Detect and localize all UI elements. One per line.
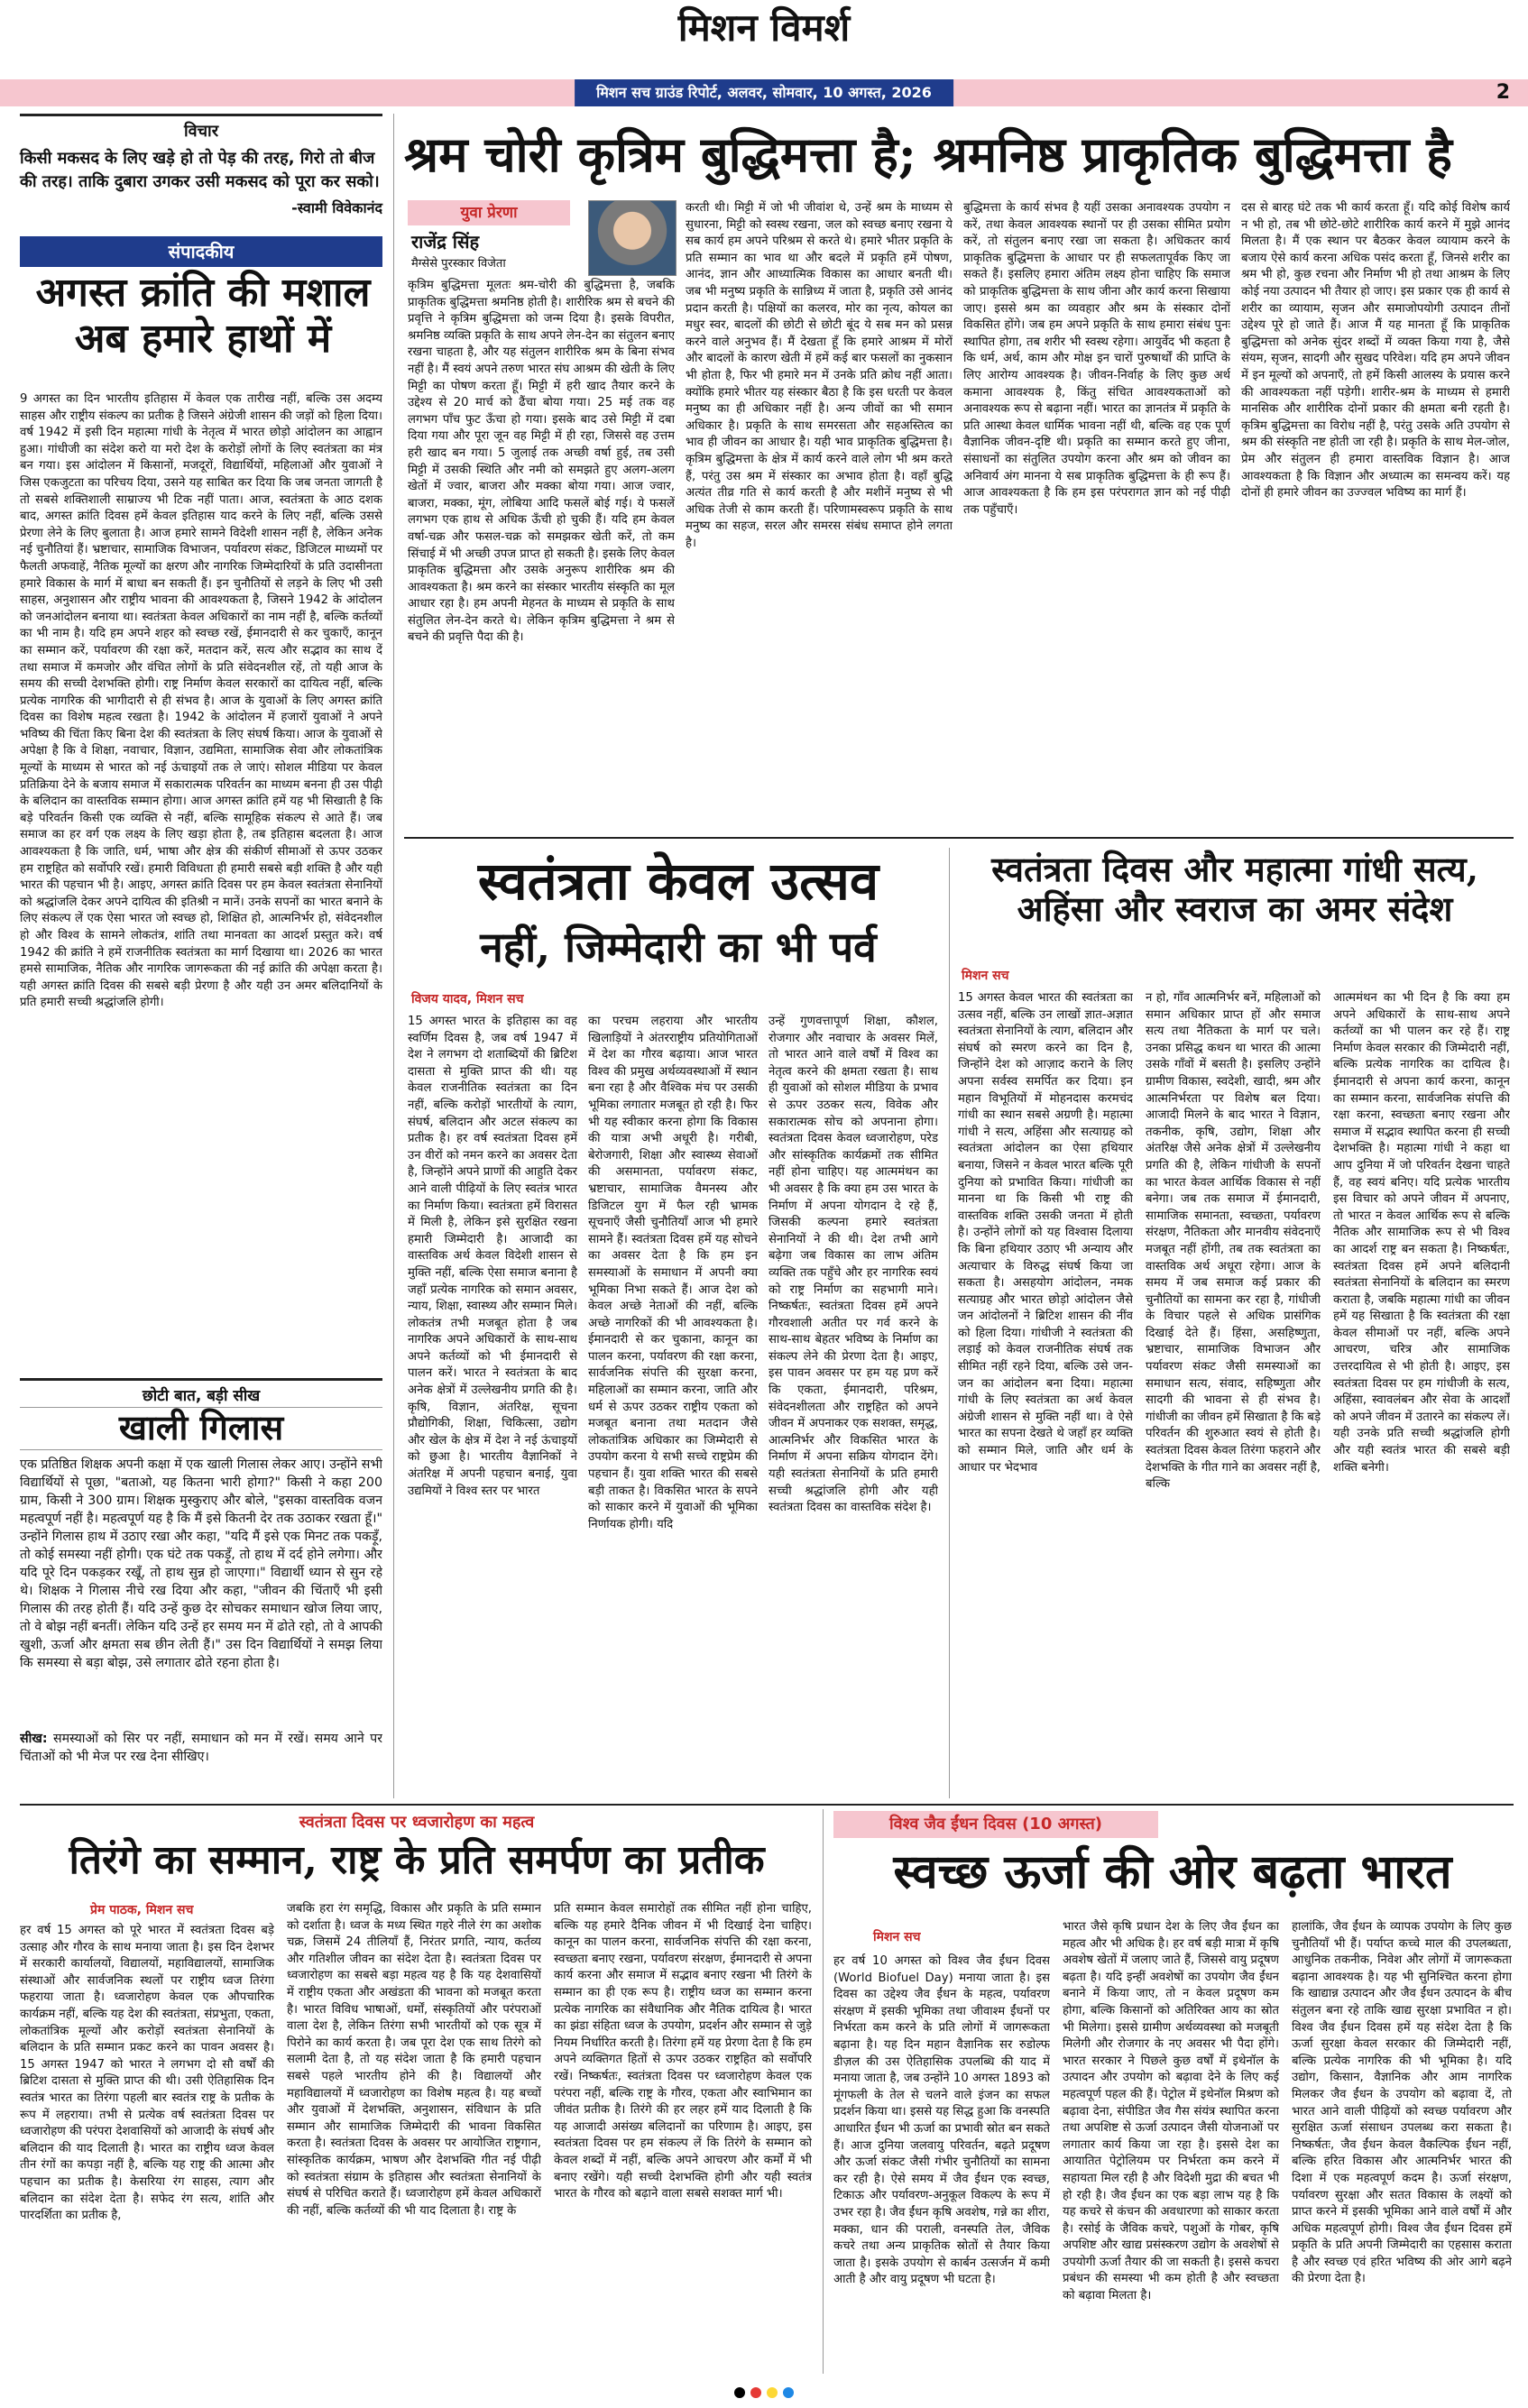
jaiv-byline: मिशन सच: [873, 1930, 921, 1944]
lead-col-2: करती थी। मिट्टी में जो भी जीवांश थे, उन्हें श्रम के माध्यम से सुधारना, मिट्टी को स्वस्थ रखना, जल को स्वच्छ बनाए रखना ये सब कार्य हम अपने परिश्रम से करते थे। हमारे भीतर प्रकृति के प्रति सम्मान का भाव था और बदले में प्रकृति हमें पोषण, आनंद, ज्ञान और आध्यात्मिक विकास का आधार बनती थी। जब भी मनुष्य प्रकृति के सान्निध्य में जाता है, प्रकृति उसे आनंद प्रदान करती है। पक्षियों का कलरव, मोर का नृत्य, कोयल का मधुर स्वर, बादलों की छोटी से छोटी बूंद ये सब मन को प्रसन्न करने वाले अनुभव हैं। मैं देखता हूँ कि हमारे आश्रम में मोरों और बादलों के कारण खेती में हमें कई बार फसलों का नुकसान भी होता है, फिर भी हमारे मन में उनके प्रति क्रोध नहीं आता। क्योंकि हमारे भीतर यह संस्कार बैठा है कि इस धरती पर केवल मनुष्य का ही अधिकार नहीं है। अन्य जीवों का भी समान अधिकार है। प्रकृति के साथ समरसता और सहअस्तित्व का भाव ही जीवन का आधार है। यही भाव प्राकृतिक बुद्धिमत्ता है। कृत्रिम बुद्धिमत्ता के क्षेत्र में कार्य करने वाले लोग भी श्रम करते हैं, परंतु उस श्रम में संस्कार का अभाव होता है। वहाँ बुद्धि अत्यंत तीव्र गति से कार्य करती है और मशीनें मनुष्य से भी अधिक तेजी से काम करती हैं। परिणामस्वरूप प्रकृति के साथ मनुष्य का सहज, सरल और समरस संबंध समाप्त होने लगता है।: [686, 201, 953, 550]
jaiv-col-2: भारत जैसे कृषि प्रधान देश के लिए जैव ईंधन का महत्व और भी अधिक है। हर वर्ष बड़ी मात्रा में कृषि अवशेष खेतों में जलाए जाते हैं, जिससे वायु प्रदूषण बढ़ता है। यदि इन्हीं अवशेषों का उपयोग जैव ईंधन बनाने में किया जाए, तो न केवल प्रदूषण कम होगा, बल्कि किसानों को अतिरिक्त आय का स्रोत भी मिलेगा। इससे ग्रामीण अर्थव्यवस्था को मजबूती मिलेगी और रोजगार के नए अवसर भी पैदा होंगे। भारत सरकार ने पिछले कुछ वर्षों में इथेनॉल के उत्पादन और उपयोग को बढ़ावा देने के लिए कई महत्वपूर्ण पहल की हैं। पेट्रोल में इथेनॉल मिश्रण को बढ़ावा देना, संपीडित जैव गैस संयंत्र स्थापित करना तथा अपशिष्ट से ऊर्जा उत्पादन जैसी योजनाओं पर लगातार कार्य किया जा रहा है। इससे देश का आयातित पेट्रोलियम पर निर्भरता कम करने में सहायता मिल रही है और विदेशी मुद्रा की बचत भी हो रही है। जैव ईंधन का एक बड़ा लाभ यह है कि यह कचरे से कंचन की अवधारणा को साकार करता है। रसोई के जैविक कचरे, पशुओं के गोबर, कृषि अपशिष्ट और खाद्य प्रसंस्करण उद्योग के अवशेषों से उपयोगी ऊर्जा तैयार की जा सकती है। इससे कचरा प्रबंधन की समस्या भी कम होती है और स्वच्छता को बढ़ावा मिलता है।: [1063, 1920, 1279, 2303]
short-story-moral: [20, 1730, 382, 1782]
jaiv-headline: स्वच्छ ऊर्जा की ओर बढ़ता भारत: [893, 1844, 1452, 1899]
gandhi-byline: मिशन सच: [962, 969, 1009, 983]
swatantrata-col-3: उन्हें गुणवत्तापूर्ण शिक्षा, कौशल, रोजगार और नवाचार के अवसर मिलें, तो भारत आने वाले वर्षों में विश्व का नेतृत्व करने की क्षमता रखता है। साथ ही युवाओं को सोशल मीडिया के प्रभाव से ऊपर उठकर सत्य, विवेक और सकारात्मक सोच को अपनाना होगा। स्वतंत्रता दिवस केवल ध्वजारोहण, परेड और सांस्कृतिक कार्यक्रमों तक सीमित नहीं होना चाहिए। यह आत्ममंथन का भी अवसर है कि क्या हम उस भारत के निर्माण में अपना योगदान दे रहे हैं, जिसकी कल्पना हमारे स्वतंत्रता सेनानियों ने की थी। देश तभी आगे बढ़ेगा जब विकास का लाभ अंतिम व्यक्ति तक पहुँचे और हर नागरिक स्वयं को राष्ट्र निर्माण का सहभागी माने। निष्कर्षतः, स्वतंत्रता दिवस हमें अपने गौरवशाली अतीत पर गर्व करने के साथ-साथ बेहतर भविष्य के निर्माण का संकल्प लेने की प्रेरणा देता है। आइए, इस पावन अवसर पर हम यह प्रण करें कि एकता, ईमानदारी, परिश्रम, संवेदनशीलता और राष्ट्रहित को अपने जीवन में अपनाकर एक सशक्त, समृद्ध, आत्मनिर्भर और विकसित भारत के निर्माण में अपना सक्रिय योगदान देंगे। यही स्वतंत्रता सेनानियों के प्रति हमारी सच्ची श्रद्धांजलि होगी और यही स्वतंत्रता दिवस का वास्तविक संदेश है।: [769, 1015, 938, 1515]
tiranga-headline: तिरंगे का सम्मान, राष्ट्र के प्रति समर्पण का प्रतीक: [69, 1837, 765, 1883]
tiranga-col-1: हर वर्ष 15 अगस्त को पूरे भारत में स्वतंत्रता दिवस बड़े उत्साह और गौरव के साथ मनाया जाता है। इस दिन देशभर में सरकारी कार्यालयों, विद्यालयों, महाविद्यालयों, सामाजिक संस्थाओं और सार्वजनिक स्थलों पर राष्ट्रीय ध्वज तिरंगा फहराया जाता है। ध्वजारोहण केवल एक औपचारिक कार्यक्रम नहीं, बल्कि यह देश की स्वतंत्रता, संप्रभुता, एकता, लोकतांत्रिक मूल्यों और करोड़ों स्वतंत्रता सेनानियों के बलिदान के प्रति सम्मान प्रकट करने का पावन अवसर है। 15 अगस्त 1947 को भारत ने लगभग दो सौ वर्षों की ब्रिटिश दासता से मुक्ति प्राप्त की थी। उसी ऐतिहासिक दिन स्वतंत्र भारत का तिरंगा पहली बार स्वतंत्र राष्ट्र के प्रतीक के रूप में लहराया। तभी से प्रत्येक वर्ष स्वतंत्रता दिवस पर ध्वजारोहण की परंपरा देशवासियों को आजादी के संघर्ष और बलिदान की याद दिलाती है। भारत का राष्ट्रीय ध्वज केवल तीन रंगों का कपड़ा नहीं है, बल्कि यह राष्ट्र की आत्मा और पहचान का प्रतीक है। केसरिया रंग साहस, त्याग और बलिदान का संदेश देता है। सफेद रंग सत्य, शांति और पारदर्शिता का प्रतीक है,: [20, 1924, 274, 2223]
jaiv-col-1: हर वर्ष 10 अगस्त को विश्व जैव ईंधन दिवस (World Biofuel Day) मनाया जाता है। इस दिवस का उद्देश्य जैव ईंधन के महत्व, पर्यावरण संरक्षण में इसकी भूमिका तथा जीवाश्म ईंधनों पर निर्भरता कम करने के प्रति लोगों में जागरूकता बढ़ाना है। यह दिन महान वैज्ञानिक सर रुडोल्फ डीज़ल की उस ऐतिहासिक उपलब्धि की याद में मनाया जाता है, जब उन्होंने 10 अगस्त 1893 को मूंगफली के तेल से चलने वाले इंजन का सफल प्रदर्शन किया था। इससे यह सिद्ध हुआ कि वनस्पति आधारित ईंधन भी ऊर्जा का प्रभावी स्रोत बन सकते हैं। आज दुनिया जलवायु परिवर्तन, बढ़ते प्रदूषण और ऊर्जा संकट जैसी गंभीर चुनौतियों का सामना कर रही है। ऐसे समय में जैव ईंधन एक स्वच्छ, टिकाऊ और पर्यावरण-अनुकूल विकल्प के रूप में उभर रहा है। जैव ईंधन कृषि अवशेष, गन्ने का शीरा, मक्का, धान की पराली, वनस्पति तेल, जैविक कचरे तथा अन्य प्राकृतिक स्रोतों से तैयार किया जाता है। इसके उपयोग से कार्बन उत्सर्जन में कमी आती है और वायु प्रदूषण भी घटता है।: [833, 1954, 1050, 2287]
swatantrata-col-2: का परचम लहराया और भारतीय खिलाड़ियों ने अंतरराष्ट्रीय प्रतियोगिताओं में देश का गौरव बढ़ाया। आज भारत विश्व की प्रमुख अर्थव्यवस्थाओं में स्थान बना रहा है और वैश्विक मंच पर उसकी भूमिका लगातार मजबूत हो रही है। फिर भी यह स्वीकार करना होगा कि विकास की यात्रा अभी अधूरी है। गरीबी, बेरोजगारी, शिक्षा और स्वास्थ्य सेवाओं की असमानता, पर्यावरण संकट, भ्रष्टाचार, सामाजिक वैमनस्य और डिजिटल युग में फैल रही भ्रामक सूचनाएँ जैसी चुनौतियाँ आज भी हमारे सामने हैं। स्वतंत्रता दिवस हमें यह सोचने का अवसर देता है कि हम इन समस्याओं के समाधान में अपनी क्या भूमिका निभा सकते हैं। आज देश को केवल अच्छे नेताओं की नहीं, बल्कि अच्छे नागरिकों की भी आवश्यकता है। ईमानदारी से कर चुकाना, कानून का पालन करना, पर्यावरण की रक्षा करना, सार्वजनिक संपत्ति की सुरक्षा करना, महिलाओं का सम्मान करना, जाति और धर्म से ऊपर उठकर राष्ट्रीय एकता को मजबूत बनाना तथा मतदान जैसे लोकतांत्रिक अधिकार का जिम्मेदारी से उपयोग करना ये सभी सच्चे राष्ट्रप्रेम की पहचान हैं। युवा शक्ति भारत की सबसे बड़ी ताकत है। विकसित भारत के सपने को साकार करने में युवाओं की भूमिका निर्णायक होगी। यदि: [588, 1015, 758, 1531]
editorial-label: संपादकीय: [20, 236, 382, 267]
gandhi-divider: [949, 848, 950, 1798]
author-portrait: [588, 200, 677, 276]
gandhi-col-1: 15 अगस्त केवल भारत की स्वतंत्रता का उत्सव नहीं, बल्कि उन लाखों ज्ञात-अज्ञात स्वतंत्रता सेनानियों के त्याग, बलिदान और संघर्ष को स्मरण करने का दिन है, जिन्होंने देश को आज़ाद कराने के लिए अपना सर्वस्व समर्पित कर दिया। इन महान विभूतियों में मोहनदास करमचंद गांधी का स्थान सबसे अग्रणी है। महात्मा गांधी ने सत्य, अहिंसा और सत्याग्रह को स्वतंत्रता आंदोलन का ऐसा हथियार बनाया, जिसने न केवल भारत बल्कि पूरी दुनिया को प्रभावित किया। गांधीजी का मानना था कि किसी भी राष्ट्र की वास्तविक शक्ति उसकी जनता में होती है। उन्होंने लोगों को यह विश्वास दिलाया कि बिना हथियार उठाए भी अन्याय और अत्याचार के विरुद्ध संघर्ष किया जा सकता है। असहयोग आंदोलन, नमक सत्याग्रह और भारत छोड़ो आंदोलन जैसे जन आंदोलनों ने ब्रिटिश शासन की नींव को हिला दिया। गांधीजी ने स्वतंत्रता की लड़ाई को केवल राजनीतिक संघर्ष तक सीमित नहीं रहने दिया, बल्कि उसे जन-जन का आंदोलन बना दिया। महात्मा गांधी के लिए स्वतंत्रता का अर्थ केवल अंग्रेजी शासन से मुक्ति नहीं था। वे ऐसे भारत का सपना देखते थे जहाँ हर व्यक्ति को सम्मान मिले, जाति और धर्म के आधार पर भेदभाव: [958, 991, 1133, 1475]
tiranga-col-2: जबकि हरा रंग समृद्धि, विकास और प्रकृति के प्रति सम्मान को दर्शाता है। ध्वज के मध्य स्थित गहरे नीले रंग का अशोक चक्र, जिसमें 24 तीलियाँ हैं, निरंतर प्रगति, न्याय, कर्तव्य और गतिशील जीवन का संदेश देता है। स्वतंत्रता दिवस पर ध्वजारोहण का सबसे बड़ा महत्व यह है कि यह देशवासियों में राष्ट्रीय एकता और अखंडता की भावना को मजबूत करता है। भारत विविध भाषाओं, धर्मों, संस्कृतियों और परंपराओं वाला देश है, लेकिन तिरंगा सभी भारतीयों को एक सूत्र में पिरोने का कार्य करता है। जब पूरा देश एक साथ तिरंगे को सलामी देता है, तो यह संदेश जाता है कि हमारी पहचान सबसे पहले भारतीय होने की है। विद्यालयों और महाविद्यालयों में ध्वजारोहण का विशेष महत्व है। यह बच्चों और युवाओं में देशभक्ति, अनुशासन, संविधान के प्रति सम्मान और सामाजिक जिम्मेदारी की भावना विकसित करता है। स्वतंत्रता दिवस के अवसर पर आयोजित राष्ट्रगान, सांस्कृतिक कार्यक्रम, भाषण और देशभक्ति गीत नई पीढ़ी को स्वतंत्रता संग्राम के इतिहास और स्वतंत्रता सेनानियों के संघर्ष से परिचित कराते हैं। ध्वजारोहण हमें केवल अधिकारों की नहीं, बल्कि कर्तव्यों की भी याद दिलाता है। राष्ट्र के: [287, 1902, 541, 2218]
tiranga-kicker: स्वतंत्रता दिवस पर ध्वजारोहण का महत्व: [299, 1813, 535, 1832]
swatantrata-headline-2: नहीं, जिम्मेदारी का भी पर्व: [480, 923, 877, 971]
short-story-label: छोटी बात, बड़ी सीख: [20, 1378, 382, 1405]
gandhi-headline: स्वतंत्रता दिवस और महात्मा गांधी सत्य, अहिंसा और स्वराज का अमर संदेश: [991, 849, 1478, 929]
lead-author: राजेंद्र सिंह: [411, 231, 480, 253]
swatantrata-headline-1: स्वतंत्रता केवल उत्सव: [477, 850, 879, 912]
lead-col-4: दस से बारह घंटे तक भी कार्य करता हूँ। यदि कोई विशेष कार्य न भी हो, तब भी छोटे-छोटे शारीरिक कार्य करने में मुझे आनंद मिलता है। मैं एक स्थान पर बैठकर केवल व्यायाम करने के बजाय ऐसे कार्य करना अधिक पसंद करता हूँ, जिनसे शरीर का श्रम भी हो, कुछ रचना और निर्माण भी हो तथा आश्रम के लिए कोई नया उत्पादन भी तैयार हो जाए। इस प्रकार एक ही कार्य से शरीर का व्यायाम, सृजन और समाजोपयोगी उत्पादन तीनों उद्देश्य पूरे हो जाते हैं। आज मैं यह मानता हूँ कि प्राकृतिक बुद्धिमत्ता को अनेक सुंदर शब्दों में व्यक्त किया गया है, जैसे संयम, सृजन, सादगी और सुखद परिवेश। यदि हम अपने जीवन में इन मूल्यों को अपनाएँ, तो हमें किसी आलस्य के प्रयास करने की आवश्यकता नहीं पड़ेगी। शारीर-श्रम के माध्यम से हमारी मानसिक और शारीरिक दोनों प्रकार की क्षमता बनी रहती है। कृत्रिम बुद्धिमत्ता का विरोध नहीं है, परंतु उसके अति उपयोग से श्रम की संस्कृति नष्ट होती जा रही है। प्रकृति के साथ मेल-जोल, प्रेम और संतुलन ही हमारा वास्तविक विज्ञान है। आज आवश्यकता है कि विज्ञान और अध्यात्म का समन्वय करें। यह दोनों ही हमारे जीवन का उज्ज्वल भविष्य का मार्ग हैं।: [1241, 201, 1510, 501]
vichar-quote: किसी मकसद के लिए खड़े हो तो पेड़ की तरह, गिरो तो बीज की तरह। ताकि दुबारा उगकर उसी मकसद को पूरा कर सको।: [20, 149, 380, 191]
footer-color-strip: [0, 2385, 1528, 2404]
page-number: 2: [1496, 81, 1510, 104]
gandhi-col-3: आत्ममंथन का भी दिन है कि क्या हम अपने अधिकारों के साथ-साथ अपने कर्तव्यों का भी पालन कर रहे हैं। राष्ट्र निर्माण केवल सरकार की जिम्मेदारी नहीं, बल्कि प्रत्येक नागरिक का दायित्व है। ईमानदारी से अपना कार्य करना, कानून का सम्मान करना, सार्वजनिक संपत्ति की रक्षा करना, स्वच्छता बनाए रखना और समाज में सद्भाव स्थापित करना ही सच्ची देशभक्ति है। महात्मा गांधी ने कहा था आप दुनिया में जो परिवर्तन देखना चाहते हैं, वह स्वयं बनिए। यदि प्रत्येक भारतीय इस विचार को अपने जीवन में अपनाए, तो भारत न केवल आर्थिक रूप से बल्कि नैतिक और सामाजिक रूप से भी विश्व का आदर्श राष्ट्र बन सकता है। निष्कर्षतः, स्वतंत्रता दिवस हमें अपने बलिदानी स्वतंत्रता सेनानियों के बलिदान का स्मरण कराता है, जबकि महात्मा गांधी का जीवन हमें यह सिखाता है कि स्वतंत्रता की रक्षा केवल सीमाओं पर नहीं, बल्कि अपने आचरण, चरित्र और सामाजिक उत्तरदायित्व से भी होती है। आइए, इस स्वतंत्रता दिवस पर हम गांधीजी के सत्य, अहिंसा, स्वावलंबन और सेवा के आदर्शों को अपने जीवन में उतारने का संकल्प लें। यही उनके प्रति सच्ची श्रद्धांजलि होगी और यही स्वतंत्र भारत की सबसे बड़ी शक्ति बनेगी।: [1333, 991, 1510, 1475]
column-divider: [393, 114, 394, 1798]
moral-label: सीख:: [20, 1732, 48, 1746]
masthead-title: मिशन विमर्श: [677, 5, 851, 50]
tiranga-byline: प्रेम पाठक, मिशन सच: [90, 1903, 194, 1917]
vichar-box: [20, 114, 382, 239]
jaiv-kicker: विश्व जैव ईंधन दिवस (10 अगस्त): [833, 1811, 1158, 1838]
gandhi-col-2: न हो, गाँव आत्मनिर्भर बनें, महिलाओं को समान अधिकार प्राप्त हों और समाज सत्य तथा नैतिकता के मार्ग पर चले। उनका प्रसिद्ध कथन था भारत की आत्मा उसके गाँवों में बसती है। इसलिए उन्होंने ग्रामीण विकास, स्वदेशी, खादी, श्रम और आत्मनिर्भरता पर विशेष बल दिया। आजादी मिलने के बाद भारत ने विज्ञान, तकनीक, कृषि, उद्योग, शिक्षा और अंतरिक्ष जैसे अनेक क्षेत्रों में उल्लेखनीय प्रगति की है, लेकिन गांधीजी के सपनों का भारत केवल आर्थिक विकास से नहीं बनेगा। जब तक समाज में ईमानदारी, सामाजिक समानता, स्वच्छता, पर्यावरण संरक्षण, नैतिकता और मानवीय संवेदनाएँ मजबूत नहीं होंगी, तब तक स्वतंत्रता का वास्तविक अर्थ अधूरा रहेगा। आज के समय में जब समाज कई प्रकार की चुनौतियों का सामना कर रहा है, गांधीजी के विचार पहले से अधिक प्रासंगिक दिखाई देते हैं। हिंसा, असहिष्णुता, भ्रष्टाचार, सामाजिक विभाजन और पर्यावरण संकट जैसी समस्याओं का समाधान सत्य, संवाद, सहिष्णुता और सादगी की भावना से ही संभव है। गांधीजी का जीवन हमें सिखाता है कि बड़े परिवर्तन की शुरुआत स्वयं से होती है। स्वतंत्रता दिवस केवल तिरंगा फहराने और देशभक्ति के गीत गाने का अवसर नहीं है, बल्कि: [1146, 991, 1321, 1492]
short-story-headline: खाली गिलास: [20, 1407, 382, 1450]
jaiv-col-3: हालांकि, जैव ईंधन के व्यापक उपयोग के लिए कुछ चुनौतियाँ भी हैं। पर्याप्त कच्चे माल की उपलब्धता, आधुनिक तकनीक, निवेश और लोगों में जागरूकता बढ़ाना आवश्यक है। यह भी सुनिश्चित करना होगा कि खाद्यान्न उत्पादन और जैव ईंधन उत्पादन के बीच संतुलन बना रहे ताकि खाद्य सुरक्षा प्रभावित न हो। विश्व जैव ईंधन दिवस हमें यह संदेश देता है कि ऊर्जा सुरक्षा केवल सरकार की जिम्मेदारी नहीं, बल्कि प्रत्येक नागरिक की भी भूमिका है। यदि उद्योग, किसान, वैज्ञानिक और आम नागरिक मिलकर जैव ईंधन के उपयोग को बढ़ावा दें, तो भारत आने वाली पीढ़ियों को स्वच्छ पर्यावरण और सुरक्षित ऊर्जा संसाधन उपलब्ध करा सकता है। निष्कर्षतः, जैव ईंधन केवल वैकल्पिक ईंधन नहीं, बल्कि हरित विकास और आत्मनिर्भर भारत की दिशा में एक महत्वपूर्ण कदम है। ऊर्जा संरक्षण, पर्यावरण सुरक्षा और सतत विकास के लक्ष्यों को प्राप्त करने में इसकी भूमिका आने वाले वर्षों में और अधिक महत्वपूर्ण होगी। विश्व जैव ईंधन दिवस हमें प्रकृति के प्रति अपनी जिम्मेदारी का एहसास कराता है और स्वच्छ एवं हरित भविष्य की ओर आगे बढ़ने की प्रेरणा देता है।: [1292, 1920, 1512, 2286]
bottom-section-rule: [20, 1804, 1514, 1806]
lead-headline: श्रम चोरी कृत्रिम बुद्धिमत्ता है; श्रमनिष्ठ प्राकृतिक बुद्धिमत्ता है: [404, 125, 1452, 183]
editorial-body: 9 अगस्त का दिन भारतीय इतिहास में केवल एक तारीख नहीं, बल्कि उस अदम्य साहस और राष्ट्रीय संकल्प का प्रतीक है जिसने अंग्रेजी शासन की जड़ों को हिला दिया। वर्ष 1942 में इसी दिन महात्मा गांधी के नेतृत्व में भारत छोड़ो आंदोलन का आह्वान हुआ। गांधीजी का संदेश करो या मरो देश के करोड़ों लोगों के लिए स्वतंत्रता का मंत्र बन गया। इस आंदोलन में किसानों, मजदूरों, विद्यार्थियों, महिलाओं और युवाओं ने जिस एकजुटता का परिचय दिया, उसने यह साबित कर दिया कि जब जनता जागती है तो सबसे शक्तिशाली साम्राज्य भी टिक नहीं पाता। आज, स्वतंत्रता के आठ दशक बाद, अगस्त क्रांति दिवस हमें केवल इतिहास याद करने के लिए नहीं, बल्कि उससे प्रेरणा लेने के लिए बुलाता है। आज हमारे सामने विदेशी शासन नहीं है, लेकिन अनेक नई चुनौतियां हैं। भ्रष्टाचार, सामाजिक विभाजन, पर्यावरण संकट, डिजिटल माध्यमों पर फैलती अफवाहें, नैतिक मूल्यों का क्षरण और नागरिक जिम्मेदारियों के प्रति उदासीनता हमारे विकास के मार्ग में बाधा बन सकती हैं। इन चुनौतियों से लड़ने के लिए भी उसी साहस, अनुशासन और राष्ट्रीय भावना की आवश्यकता है, जिसने 1942 के आंदोलन को जनआंदोलन बनाया था। स्वतंत्रता केवल अधिकारों का नाम नहीं है, बल्कि कर्तव्यों का भी नाम है। यदि हम अपने शहर को स्वच्छ रखें, ईमानदारी से कर चुकाएँ, कानून का सम्मान करें, पर्यावरण की रक्षा करें, मतदान करें, सत्य और सद्भाव का साथ दें तथा समाज में कमजोर और वंचित लोगों के प्रति संवेदनशील रहें, तो यही आज के समय की सच्ची देशभक्ति होगी। राष्ट्र निर्माण केवल सरकारों का दायित्व नहीं, बल्कि प्रत्येक नागरिक की भागीदारी से ही संभव है। आज के युवाओं के लिए अगस्त क्रांति दिवस का विशेष महत्व रखता है। 1942 के आंदोलन में हजारों युवाओं ने अपने भविष्य की चिंता किए बिना देश की स्वतंत्रता के लिए संघर्ष किया। आज के युवाओं से अपेक्षा है कि वे शिक्षा, नवाचार, विज्ञान, उद्यमिता, सामाजिक सेवा और लोकतांत्रिक मूल्यों के माध्यम से भारत को नई ऊंचाइयों तक ले जाएं। सोशल मीडिया पर केवल प्रतिक्रिया देने के बजाय समाज में सकारात्मक परिवर्तन का माध्यम बनना ही उस पीढ़ी के बलिदान का वास्तविक सम्मान होगा। आज अगस्त क्रांति हमें यह भी सिखाती है कि बड़े परिवर्तन किसी एक व्यक्ति से नहीं, बल्कि सामूहिक संकल्प से आते हैं। जब समाज का हर वर्ग एक लक्ष्य के लिए खड़ा होता है, तब इतिहास बदलता है। आज आवश्यकता है कि जाति, धर्म, भाषा और क्षेत्र की संकीर्ण सीमाओं से ऊपर उठकर हम राष्ट्रहित को सर्वोपरि रखें। हमारी विविधता ही हमारी सबसे बड़ी शक्ति है और यही भारत की पहचान भी है। आइए, अगस्त क्रांति दिवस पर हम केवल स्वतंत्रता सेनानियों को श्रद्धांजलि देकर अपने दायित्व की इतिश्री न मानें। उनके सपनों का भारत बनाने के लिए संकल्प लें एक ऐसा भारत जो स्वच्छ हो, शिक्षित हो, आत्मनिर्भर हो, संवेदनशील हो और विश्व के सामने लोकतंत्र, शांति तथा मानवता का आदर्श प्रस्तुत करे। वर्ष 1942 की क्रांति ने हमें राजनीतिक स्वतंत्रता का मार्ग दिखाया था। 2026 का भारत हमसे सामाजिक, नैतिक और नागरिक जागरूकता की नई क्रांति की अपेक्षा करता है। यही अगस्त क्रांति दिवस की सबसे बड़ी प्रेरणा है और यही उन अमर बलिदानियों के प्रति हमारी सच्ची श्रद्धांजलि होगी।: [20, 392, 382, 1010]
jaiv-divider: [823, 1809, 824, 2374]
short-story-body: एक प्रतिष्ठित शिक्षक अपनी कक्षा में एक खाली गिलास लेकर आए। उन्होंने सभी विद्यार्थियों से पूछा, "बताओ, यह कितना भारी होगा?" किसी ने कहा 200 ग्राम, किसी ने 300 ग्राम। शिक्षक मुस्कुराए और बोले, "इसका वास्तविक वजन महत्वपूर्ण नहीं है। महत्वपूर्ण यह है कि मैं इसे कितनी देर तक उठाकर रखता हूँ।" उन्होंने गिलास हाथ में उठाए रखा और कहा, "यदि मैं इसे एक मिनट तक पकड़ूँ, तो कोई समस्या नहीं होगी। एक घंटे तक पकड़ूँ, तो हाथ में दर्द होने लगेगा। और यदि पूरे दिन पकड़कर रखूँ, तो हाथ सुन्न हो जाएगा।" विद्यार्थी ध्यान से सुन रहे थे। शिक्षक ने गिलास नीचे रख दिया और कहा, "जीवन की चिंताएँ भी इसी गिलास की तरह होती हैं। यदि उन्हें कुछ देर सोचकर समाधान खोज लिया जाए, तो वे बोझ नहीं बनतीं। लेकिन यदि उन्हें हर समय मन में ढोते रहो, तो वे आपकी खुशी, ऊर्जा और क्षमता सब छीन लेती हैं।" उस दिन विद्यार्थियों ने समझ लिया कि समस्या से बड़ा बोझ, उसे लगातार ढोते रहना होता है।: [20, 1457, 382, 1670]
vichar-author: -स्वामी विवेकानंद: [291, 199, 382, 216]
info-bar: [0, 79, 1528, 106]
lead-col-1: कृत्रिम बुद्धिमत्ता मूलतः श्रम-चोरी की बुद्धिमत्ता है, जबकि प्राकृतिक बुद्धिमत्ता श्रमनिष्ठ होती है। शारीरिक श्रम से बचने की प्रवृत्ति ने कृत्रिम बुद्धिमत्ता को जन्म दिया है। इसके विपरीत, श्रमनिष्ठ व्यक्ति प्रकृति के साथ अपने लेन-देन का संतुलन बनाए रखना चाहता है, और यह संतुलन शारीरिक श्रम के बिना संभव नहीं है। मैं स्वयं अपने तरुण भारत संघ आश्रम की खेती के लिए मिट्टी का पोषण करता हूँ। मिट्टी में हरी खाद तैयार करने के उद्देश्य से 20 मार्च को ढैंचा बोया गया। 25 मई तक वह लगभग पाँच फुट ऊँचा हो गया। इसके बाद उसे मिट्टी में दबा दिया गया और पूरा जून वह मिट्टी में ही रहा, जिससे वह उत्तम हरी खाद बन गया। 5 जुलाई तक अच्छी वर्षा हुई, तब उसी मिट्टी में उसकी स्थिति और नमी को समझते हुए अलग-अलग खेतों में ज्वार, बाजरा और मक्का बोया गया। आज ज्वार, बाजरा, मक्का, मूंग, लोबिया आदि फसलें बोई गई। ये फसलें लगभग एक हाथ से अधिक ऊँची हो चुकी हैं। यदि हम केवल वर्षा-चक्र और फसल-चक्र को समझकर खेती करें, तो कम सिंचाई में भी अच्छी उपज प्राप्त हो सकती है। इसके लिए केवल प्राकृतिक बुद्धिमत्ता और उसके अनुरूप शारीरिक श्रम की आवश्यकता है। श्रम करने का संस्कार भारतीय संस्कृति का मूल आधार रहा है। हम अपनी मेहनत के माध्यम से प्रकृति के साथ संतुलित लेन-देन करते थे। लेकिन कृत्रिम बुद्धिमत्ता ने श्रम से बचने की प्रवृत्ति पैदा की है।: [408, 279, 675, 645]
vichar-label: विचार: [183, 122, 219, 141]
swatantrata-byline: विजय यादव, मिशन सच: [411, 992, 524, 1006]
info-bar-text: मिशन सच ग्राउंड रिपोर्ट, अलवर, सोमवार, 10 अगस्त, 2026: [575, 79, 953, 106]
swatantrata-col-1: 15 अगस्त भारत के इतिहास का वह स्वर्णिम दिवस है, जब वर्ष 1947 में देश ने लगभग दो शताब्दियों की ब्रिटिश दासता से मुक्ति प्राप्त की थी। यह केवल राजनीतिक स्वतंत्रता का दिन नहीं, बल्कि करोड़ों भारतीयों के त्याग, संघर्ष, बलिदान और अटल संकल्प का प्रतीक है। हर वर्ष स्वतंत्रता दिवस हमें उन वीरों को नमन करने का अवसर देता है, जिन्होंने अपने प्राणों की आहुति देकर आने वाली पीढ़ियों के लिए स्वतंत्र भारत का निर्माण किया। स्वतंत्रता हमें विरासत में मिली है, लेकिन इसे सुरक्षित रखना हमारी जिम्मेदारी है। आजादी का वास्तविक अर्थ केवल विदेशी शासन से मुक्ति नहीं, बल्कि ऐसा समाज बनाना है जहाँ प्रत्येक नागरिक को समान अवसर, न्याय, शिक्षा, स्वास्थ्य और सम्मान मिले। लोकतंत्र तभी मजबूत होता है जब नागरिक अपने अधिकारों के साथ-साथ अपने कर्तव्यों को भी ईमानदारी से पालन करें। भारत ने स्वतंत्रता के बाद अनेक क्षेत्रों में उल्लेखनीय प्रगति की है। कृषि, विज्ञान, अंतरिक्ष, सूचना प्रौद्योगिकी, शिक्षा, चिकित्सा, उद्योग और खेल के क्षेत्र में देश ने नई ऊंचाइयों को छुआ है। भारतीय वैज्ञानिकों ने अंतरिक्ष में अपनी पहचान बनाई, युवा उद्यमियों ने विश्व स्तर पर भारत: [408, 1015, 577, 1498]
lead-section-tag: युवा प्रेरणा: [408, 200, 570, 225]
editorial-headline: अगस्त क्रांति की मशाल अब हमारे हाथों में: [35, 270, 371, 362]
tiranga-col-3: प्रति सम्मान केवल समारोहों तक सीमित नहीं होना चाहिए, बल्कि यह हमारे दैनिक जीवन में भी दिखाई देना चाहिए। कानून का पालन करना, सार्वजनिक संपत्ति की रक्षा करना, स्वच्छता बनाए रखना, पर्यावरण संरक्षण, ईमानदारी से अपना कार्य करना और समाज में सद्भाव बनाए रखना भी तिरंगे के सम्मान का ही एक रूप है। राष्ट्रीय ध्वज का सम्मान करना प्रत्येक नागरिक का संवैधानिक और नैतिक दायित्व है। भारत का झंडा संहिता ध्वज के उपयोग, प्रदर्शन और सम्मान से जुड़े नियम निर्धारित करती है। तिरंगा हमें यह प्रेरणा देता है कि हम अपने व्यक्तिगत हितों से ऊपर उठकर राष्ट्रहित को सर्वोपरि रखें। निष्कर्षतः, स्वतंत्रता दिवस पर ध्वजारोहण केवल एक परंपरा नहीं, बल्कि राष्ट्र के गौरव, एकता और स्वाभिमान का जीवंत प्रतीक है। तिरंगे की हर लहर हमें याद दिलाती है कि यह आजादी असंख्य बलिदानों का परिणाम है। आइए, इस स्वतंत्रता दिवस पर हम संकल्प लें कि तिरंगे के सम्मान को केवल शब्दों में नहीं, बल्कि अपने आचरण और कर्मों में भी बनाए रखेंगे। यही सच्ची देशभक्ति होगी और यही स्वतंत्र भारत के गौरव को बढ़ाने वाला सबसे सशक्त मार्ग भी।: [554, 1902, 812, 2201]
masthead: [0, 0, 1528, 56]
moral-text: समस्याओं को सिर पर नहीं, समाधान को मन में रखें। समय आने पर चिंताओं को भी मेज पर रख देना सीखिए।: [20, 1732, 382, 1764]
lead-author-title: मैग्सेसे पुरस्कार विजेता: [411, 257, 506, 271]
lead-col-3: बुद्धिमत्ता के कार्य संभव है यहीं उसका अनावश्यक उपयोग न करें, तथा केवल आवश्यक स्थानों पर ही उसका सीमित प्रयोग करें, तो संतुलन बनाए रखा जा सकता है। अधिकतर कार्य प्राकृतिक बुद्धिमत्ता के आधार पर ही सफलतापूर्वक किए जा सकते हैं। इसलिए हमारा अंतिम लक्ष्य होना चाहिए कि समाज को प्राकृतिक बुद्धिमत्ता के साथ जीना और कार्य करना सिखाया जाए। इससे श्रम का व्यवहार और श्रम के संस्कार दोनों विकसित होंगे। जब हम अपने प्रकृति के साथ हमारा संबंध पुनः स्थापित होगा, तब शरीर भी स्वस्थ रहेगा। आयुर्वेद भी कहता है कि धर्म, अर्थ, काम और मोक्ष इन चारों पुरुषार्थों की प्राप्ति के लिए आरोग्य आवश्यक है। जीवन-निर्वाह के लिए कुछ अर्थ कमाना आवश्यक है, किंतु संचित आवश्यकताओं को अनावश्यक रूप से बढ़ाना नहीं। भारत का ज्ञानतंत्र में प्रकृति के प्रति आस्था केवल धार्मिक भावना नहीं थी, बल्कि वह एक पूर्ण वैज्ञानिक जीवन-दृष्टि थी। प्रकृति का सम्मान करते हुए जीना, संसाधनों का संतुलित उपयोग करना और श्रम को जीवन का अनिवार्य अंग मानना ये सब प्राकृतिक बुद्धिमत्ता के ही रूप हैं। आज आवश्यकता है कि हम इस परंपरागत ज्ञान को नई पीढ़ी तक पहुँचाएँ।: [963, 201, 1230, 517]
lead-bottom-rule: [404, 837, 1514, 839]
